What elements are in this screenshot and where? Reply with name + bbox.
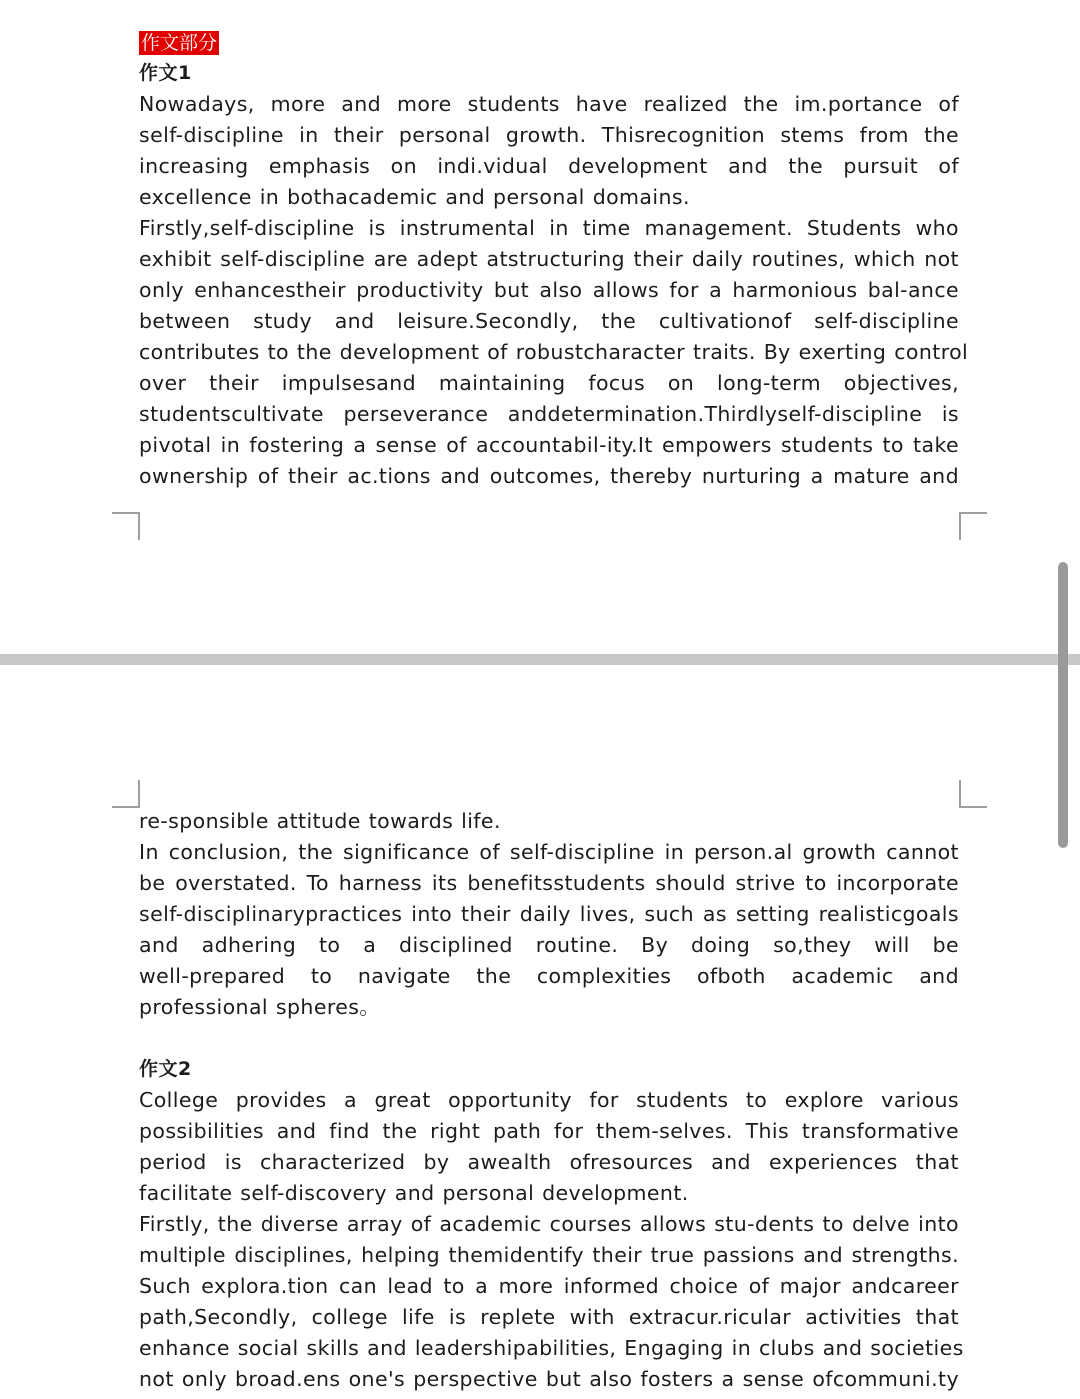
text-line: facilitate self-discovery and personal development. xyxy=(139,1181,689,1205)
text-line: studentscultivate perseverance anddetermination.Thirdlyself-discipline is xyxy=(139,402,959,426)
text-line: Nowadays, more and more students have realized the im.portance of xyxy=(139,92,959,116)
essay-1-heading: 作文1 xyxy=(139,62,192,84)
text-line: between study and leisure.Secondly, the cultivationof self-discipline xyxy=(139,309,959,333)
text-line: re-sponsible attitude towards life. xyxy=(139,809,501,833)
document-page-1 xyxy=(0,0,1080,654)
page-1-text xyxy=(139,31,969,492)
text-line: Firstly, the diverse array of academic courses allows stu-dents to delve into xyxy=(139,1212,959,1236)
text-line: well-prepared to navigate the complexities ofboth academic and xyxy=(139,964,959,988)
text-line: multiple disciplines, helping themidentify their true passions and strengths. xyxy=(139,1243,959,1267)
text-line: period is characterized by awealth ofresources and experiences that xyxy=(139,1150,959,1174)
text-line: self-disciplinarypractices into their daily lives, such as setting realisticgoals xyxy=(139,902,959,926)
text-line: Such explora.tion can lead to a more informed choice of major andcareer xyxy=(139,1274,959,1298)
text-line: College provides a great opportunity for students to explore various xyxy=(139,1088,959,1112)
page-2-text xyxy=(139,806,964,1395)
text-line: over their impulsesand maintaining focus on long-term objectives, xyxy=(139,371,959,395)
text-line: not only broad.ens one's perspective but also fosters a sense ofcommuni.ty xyxy=(139,1367,959,1391)
text-line: Firstly,self-discipline is instrumental in time management. Students who xyxy=(139,216,959,240)
margin-corner-mark xyxy=(112,780,140,808)
text-line: excellence in bothacademic and personal domains. xyxy=(139,185,690,209)
text-line: ownership of their ac.tions and outcomes, thereby nurturing a mature and xyxy=(139,464,959,488)
text-line: possibilities and find the right path for them-selves. This transformative xyxy=(139,1119,959,1143)
vertical-scrollbar[interactable] xyxy=(1058,562,1068,848)
text-line: In conclusion, the significance of self-discipline in person.al growth cannot xyxy=(139,840,959,864)
essay-2-heading: 作文2 xyxy=(139,1058,192,1080)
margin-corner-mark xyxy=(112,512,140,540)
text-line: exhibit self-discipline are adept atstructuring their daily routines, which not xyxy=(139,247,959,271)
document-page-2 xyxy=(0,665,1080,1399)
page-break xyxy=(0,654,1080,665)
margin-corner-mark xyxy=(959,780,987,808)
text-line: professional spheres。 xyxy=(139,995,381,1019)
text-line: path,Secondly, college life is replete with extracur.ricular activities that xyxy=(139,1305,959,1329)
text-line: and adhering to a disciplined routine. By doing so,they will be xyxy=(139,933,959,957)
margin-corner-mark xyxy=(959,512,987,540)
text-line: self-discipline in their personal growth. Thisrecognition stems from the xyxy=(139,123,959,147)
text-line: pivotal in fostering a sense of accountabil-ity.It empowers students to take xyxy=(139,433,959,457)
text-line: only enhancestheir productivity but also allows for a harmonious bal-ance xyxy=(139,278,959,302)
text-line: be overstated. To harness its benefitsstudents should strive to incorporate xyxy=(139,871,959,895)
section-tag: 作文部分 xyxy=(141,32,218,54)
text-line: increasing emphasis on indi.vidual development and the pursuit of xyxy=(139,154,959,178)
text-line: contributes to the development of robustcharacter traits. By exerting control xyxy=(139,340,969,364)
text-line: enhance social skills and leadershipabilities, Engaging in clubs and societies xyxy=(139,1336,964,1360)
